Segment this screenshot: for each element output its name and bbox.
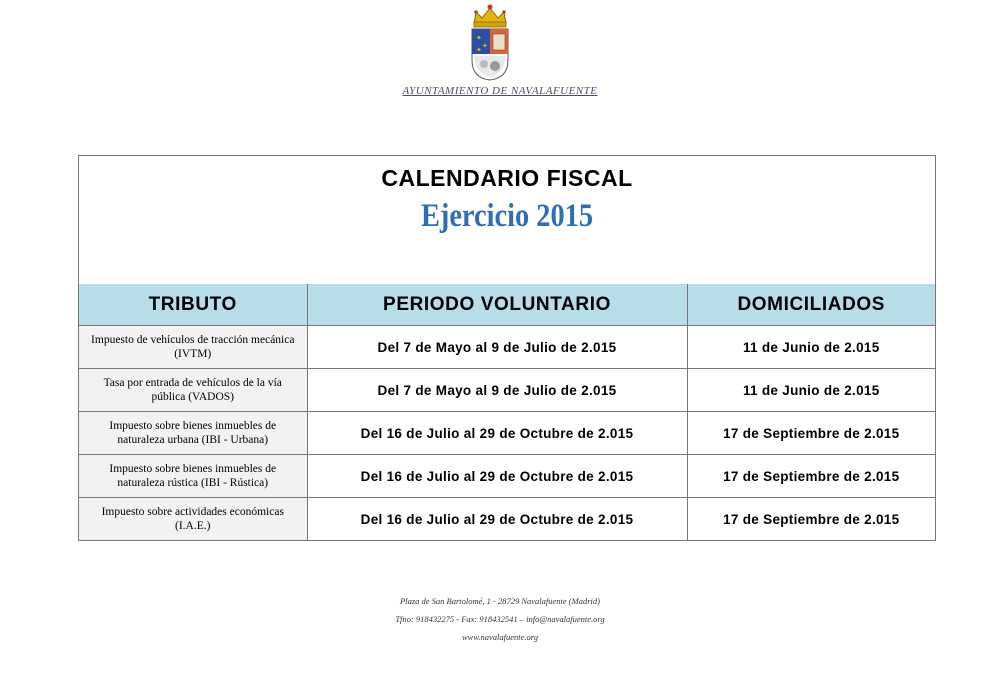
tributo-cell: Impuesto sobre bienes inmuebles de naturaleza rústica (IBI - Rústica) — [79, 455, 307, 498]
tributo-cell: Tasa por entrada de vehículos de la vía pública (VADOS) — [79, 369, 307, 412]
svg-text:✦: ✦ — [476, 35, 482, 42]
footer-address: Plaza de San Bartolomé, 1 - 28729 Navalafuente (Madrid) — [400, 596, 600, 606]
domiciliados-cell: 17 de Septiembre de 2.015 — [687, 412, 935, 455]
domiciliados-cell: 11 de Junio de 2.015 — [687, 369, 935, 412]
footer-contact: Tfno: 918432275 - Fax: 918432541 – info@navalafuente.org — [395, 614, 605, 624]
table-row — [79, 455, 935, 498]
coat-of-arms-icon — [466, 2, 514, 82]
table-row — [79, 326, 935, 369]
page-title: CALENDARIO FISCAL — [381, 165, 633, 191]
periodo-cell: Del 7 de Mayo al 9 de Julio de 2.015 — [307, 369, 687, 412]
tributo-cell: Impuesto sobre bienes inmuebles de naturaleza urbana (IBI - Urbana) — [79, 412, 307, 455]
domiciliados-cell: 17 de Septiembre de 2.015 — [687, 455, 935, 498]
table-row — [79, 498, 935, 541]
table-header-row — [79, 284, 935, 326]
periodo-cell: Del 16 de Julio al 29 de Octubre de 2.015 — [307, 498, 687, 541]
table-row — [79, 412, 935, 455]
periodo-cell: Del 16 de Julio al 29 de Octubre de 2.015 — [307, 455, 687, 498]
domiciliados-cell: 17 de Septiembre de 2.015 — [687, 498, 935, 541]
fiscal-calendar-box — [78, 155, 936, 541]
town-council-name: AYUNTAMIENTO DE NAVALAFUENTE — [402, 85, 598, 97]
tributo-cell: Impuesto de vehículos de tracción mecánica (IVTM) — [79, 326, 307, 369]
page-subtitle: Ejercicio 2015 — [420, 198, 594, 234]
fiscal-calendar-table — [79, 284, 935, 540]
svg-text:✦: ✦ — [482, 43, 488, 50]
periodo-cell: Del 7 de Mayo al 9 de Julio de 2.015 — [307, 326, 687, 369]
column-header-tributo: TRIBUTO — [79, 284, 307, 326]
footer-website: www.navalafuente.org — [461, 632, 539, 642]
column-header-domiciliados: DOMICILIADOS — [687, 284, 935, 326]
periodo-cell: Del 16 de Julio al 29 de Octubre de 2.015 — [307, 412, 687, 455]
tributo-cell: Impuesto sobre actividades económicas (I.A.E.) — [79, 498, 307, 541]
svg-text:✦: ✦ — [476, 47, 482, 54]
column-header-periodo: PERIODO VOLUNTARIO — [307, 284, 687, 326]
table-row — [79, 369, 935, 412]
domiciliados-cell: 11 de Junio de 2.015 — [687, 326, 935, 369]
title-area — [79, 156, 935, 285]
